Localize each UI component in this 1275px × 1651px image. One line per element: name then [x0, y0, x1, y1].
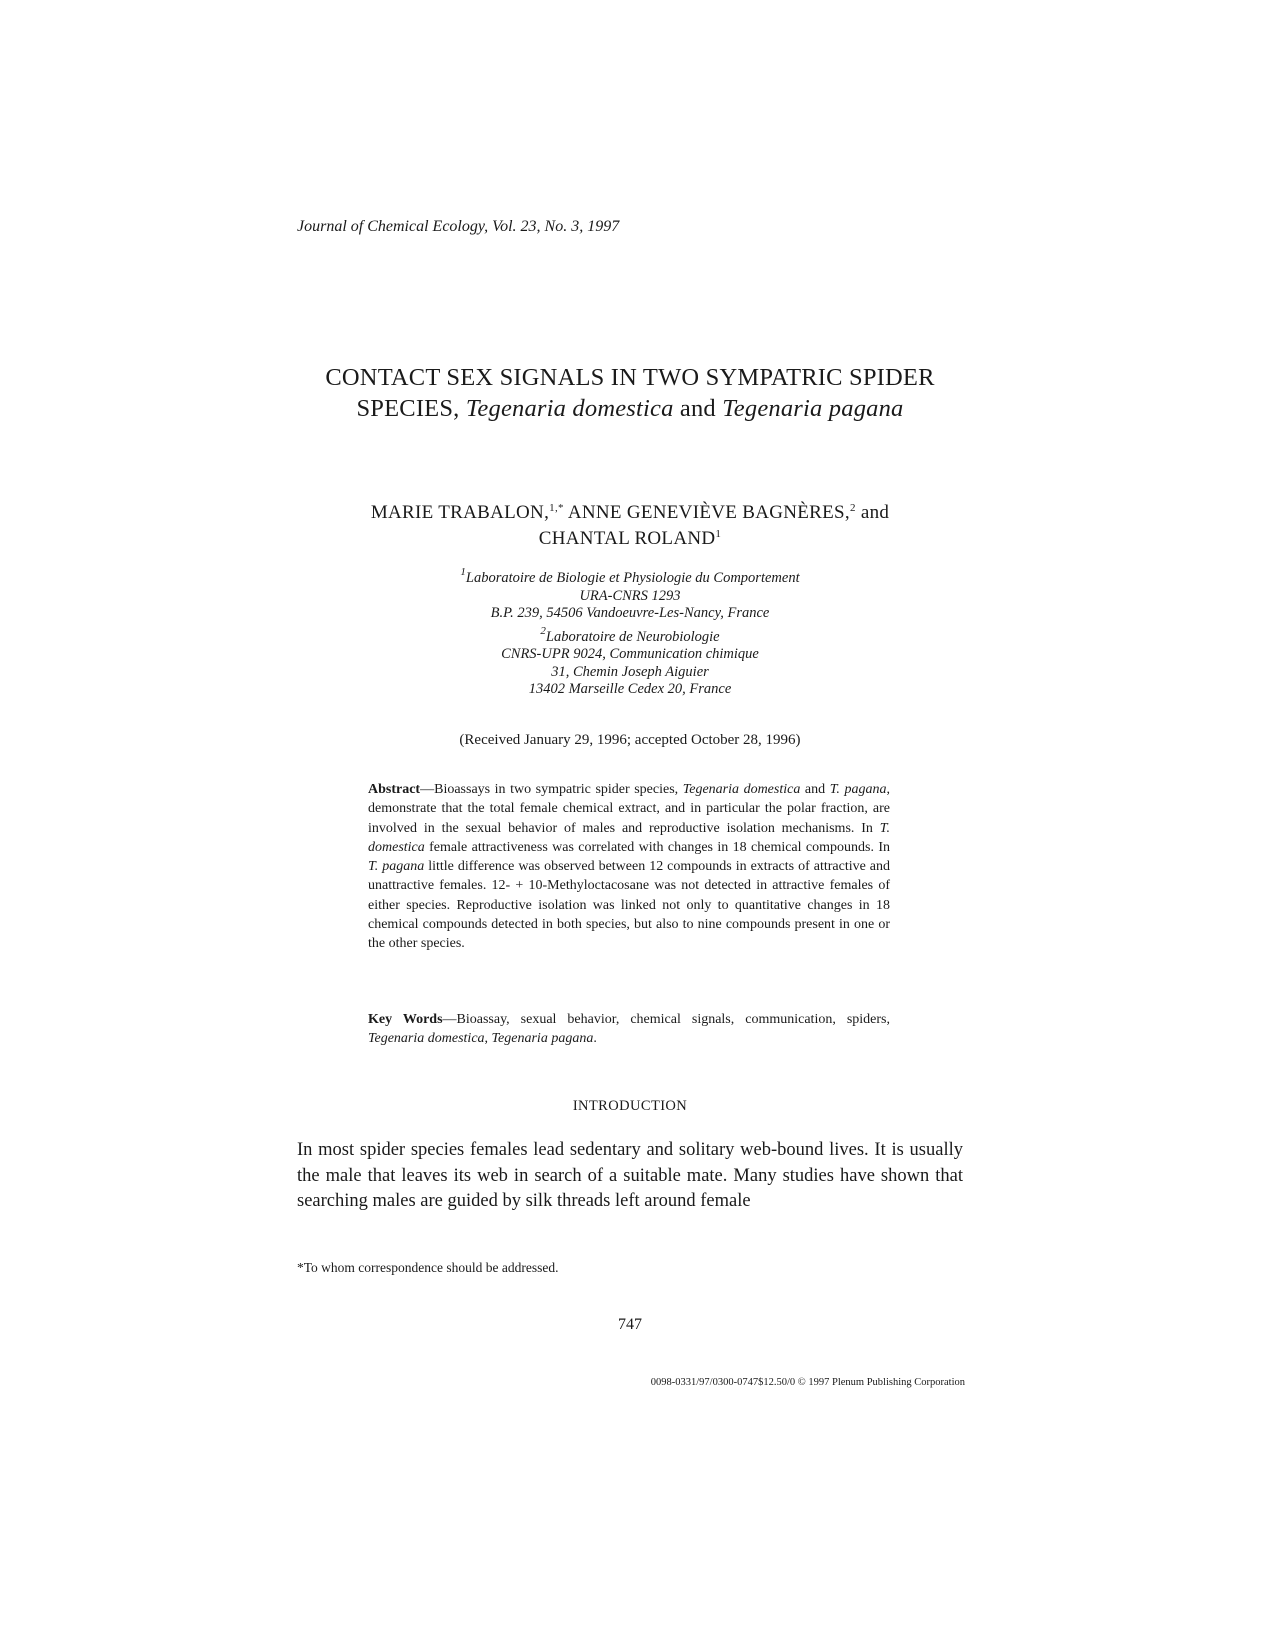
author-1: MARIE TRABALON, — [370, 502, 550, 523]
author-and: and — [860, 502, 890, 523]
affiliation-2-line-4: 13402 Marseille Cedex 20, France — [528, 681, 732, 697]
affiliation-2-line-3: 31, Chemin Joseph Aiguier — [551, 663, 709, 680]
affiliation-1-line-2: URA-CNRS 1293 — [579, 587, 681, 604]
title-line-2 — [250, 393, 1010, 424]
received-dates: (Received January 29, 1996; accepted October 28, 1996) — [459, 732, 801, 748]
author-3: CHANTAL ROLAND — [538, 528, 716, 549]
author-2: ANNE GENEVIÈVE BAGNÈRES, — [567, 502, 850, 523]
journal-citation: Journal of Chemical Ecology, Vol. 23, No. 3, 1997 — [297, 218, 620, 235]
title-species-1: Tegenaria domestica — [465, 395, 674, 422]
affiliation-2-marker: 2 — [540, 624, 546, 637]
key-words: Key Words—Bioassay, sexual behavior, chemical signals, communication, spiders, Tegenaria domestica, Tegenaria pagana. — [368, 1012, 890, 1047]
abstract-label: Abstract — [368, 782, 421, 797]
author-2-affil: 2 — [849, 502, 856, 514]
title-prefix: SPECIES, — [356, 395, 460, 422]
title-conjunction: and — [679, 395, 716, 422]
copyright-line: 0098-0331/97/0300-0747$12.50/0 © 1997 Plenum Publishing Corporation — [650, 1377, 965, 1388]
affiliation-2-line-2: CNRS-UPR 9024, Communication chimique — [501, 646, 759, 662]
key-words-label: Key Words — [368, 1012, 443, 1027]
page-number: 747 — [618, 1316, 642, 1333]
title-line-1: CONTACT SEX SIGNALS IN TWO SYMPATRIC SPIDER — [325, 364, 935, 391]
correspondence-footnote: *To whom correspondence should be addressed. — [297, 1260, 559, 1275]
affiliations — [300, 566, 960, 699]
affiliation-2-line-1: $^2$Laboratoire de Neurobiologie — [540, 624, 720, 645]
author-line-1 — [250, 500, 1010, 526]
affiliation-1-marker: 1 — [460, 566, 466, 578]
section-heading-introduction: INTRODUCTION — [572, 1098, 688, 1114]
author-3-affil: 1 — [715, 528, 722, 540]
affiliation-1-line-1: $^1$Laboratoire de Biologie et Physiologie du Comportement — [460, 566, 800, 586]
abstract: Abstract—Bioassays in two sympatric spider species, Tegenaria domestica and T. pagana, demonstrate that the total female chemical extract, and in particular the polar fraction, are involved in the sexual behavior of males and reproductive isolation mechanisms. In T. domestica female attractiveness was correlated with changes in 18 chemical compounds. In T. pagana little difference was observed between 12 compounds in extracts of attractive and unattractive females. 12- + 10-Methyloctacosane was not detected in attractive females of either species. Reproductive isolation was linked not only to quantitative changes in 18 chemical compounds detected in both species, but also to nine compounds present in one or the other species. — [368, 782, 891, 952]
paper-title — [250, 362, 1010, 424]
author-1-affil: 1,* — [549, 502, 564, 514]
introduction-paragraph: In most spider species females lead sedentary and solitary web-bound lives. It is usually the male that leaves its web in search of a suitable mate. Many studies have shown that searching males are guided by silk threads left around female — [297, 1140, 963, 1211]
title-species-2: Tegenaria pagana — [722, 395, 904, 422]
author-line-2 — [250, 526, 1010, 552]
author-list — [250, 500, 1010, 552]
affiliation-1-line-3: B.P. 239, 54506 Vandoeuvre-Les-Nancy, France — [490, 605, 770, 621]
